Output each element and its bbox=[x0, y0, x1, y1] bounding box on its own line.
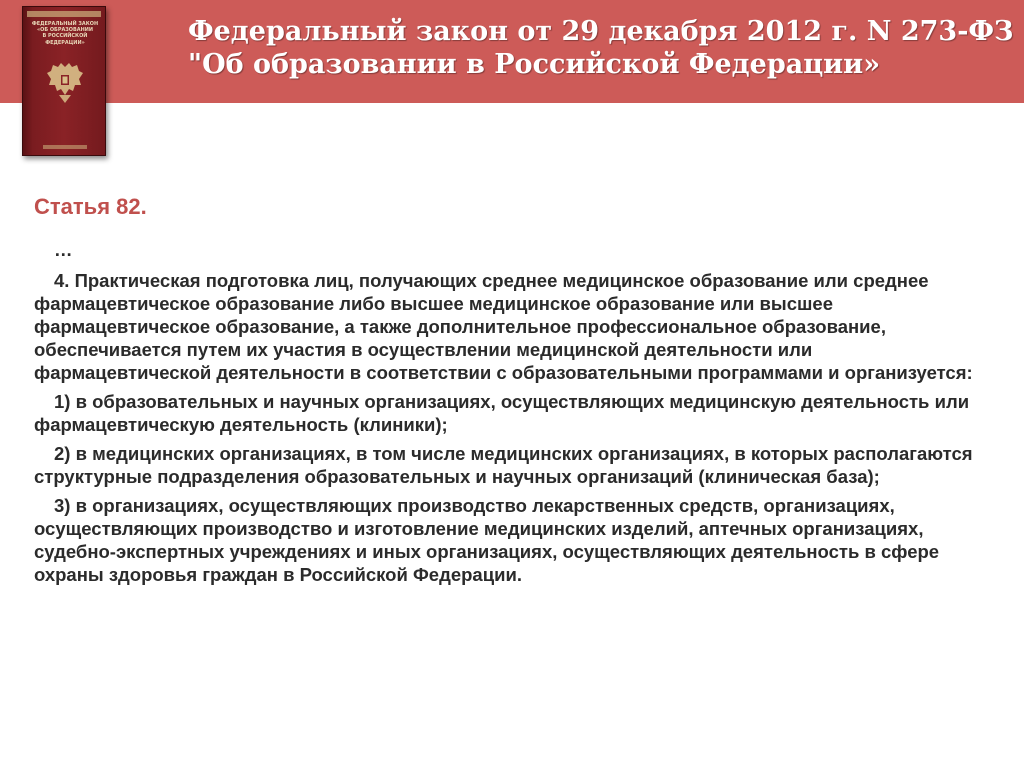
book-top-label bbox=[27, 11, 101, 17]
book-title-line: В РОССИЙСКОЙ bbox=[42, 33, 88, 40]
law-book-cover-image bbox=[22, 6, 106, 156]
book-title-line: ФЕДЕРАЦИИ» bbox=[45, 39, 85, 46]
article-paragraph: 2) в медицинских организациях, в том числе медицинских организациях, в которых располагаются структурные подразделения образовательных и научных организаций (клиническая база); bbox=[34, 443, 973, 487]
ellipsis: … bbox=[54, 239, 73, 260]
page-title-line-1: Федеральный закон от 29 декабря 2012 г. N 273-ФЗ bbox=[188, 16, 1014, 47]
article-paragraph: 4. Практическая подготовка лиц, получающих среднее медицинское образование или среднее фармацевтическое образование либо высшее медицинское образование или высшее фармацевтическое образование, а также дополнительное профессиональное образование, обеспечивается путем их участия в осуществлении медицинской деятельности или фармацевтической деятельности в соответствии с образовательными программами и организуется: bbox=[34, 270, 973, 383]
book-bottom-label bbox=[43, 145, 87, 149]
book-title-line: ФЕДЕРАЛЬНЫЙ ЗАКОН bbox=[31, 21, 99, 27]
page-title-line-2: "Об образовании в Российской Федерации» bbox=[188, 49, 881, 80]
book-cover-title bbox=[27, 21, 103, 46]
article-body bbox=[34, 238, 994, 592]
double-headed-eagle-icon bbox=[45, 61, 85, 105]
book-title-line: «ОБ ОБРАЗОВАНИИ bbox=[36, 27, 94, 34]
article-paragraph: 3) в организациях, осуществляющих производство лекарственных средств, организациях, осуществляющих производство и изготовление медицинских изделий, аптечных организациях, судебно-экспертных учреждениях и иных организациях, осуществляющих деятельность в сфере охраны здоровья граждан в Российской Федерации. bbox=[34, 495, 940, 585]
article-paragraph: 1) в образовательных и научных организациях, осуществляющих медицинскую деятельность или фармацевтическую деятельность (клиники); bbox=[34, 391, 970, 435]
article-heading: Статья 82. bbox=[34, 194, 147, 219]
title-bar bbox=[0, 0, 1024, 103]
